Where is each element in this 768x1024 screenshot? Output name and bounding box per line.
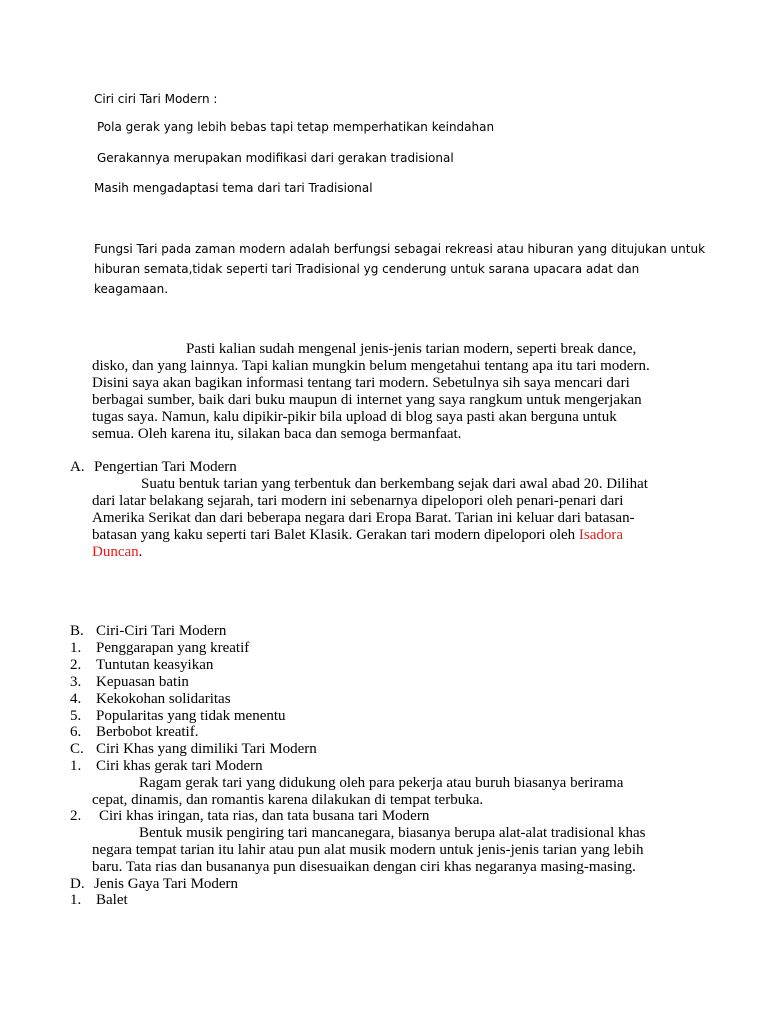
b-item-6-number: 6. <box>70 724 82 740</box>
notes-heading: Ciri ciri Tari Modern : <box>94 92 218 106</box>
duncan-link[interactable]: Duncan <box>92 544 139 560</box>
section-d-marker: D. <box>70 876 85 892</box>
section-c-title: Ciri Khas yang dimiliki Tari Modern <box>96 741 317 757</box>
section-b-marker: B. <box>70 623 84 639</box>
intro-line-3: Disini saya akan bagikan informasi tentang tari modern. Sebetulnya sih saya mencari dari <box>92 375 630 391</box>
section-a-end: . <box>138 544 143 560</box>
d-item-1: Balet <box>96 892 128 908</box>
c-item-1-line-1: Ragam gerak tari yang didukung oleh para pekerja atau buruh biasanya berirama <box>139 775 624 791</box>
b-item-1: Penggarapan yang kreatif <box>96 640 250 656</box>
section-c-marker: C. <box>70 741 84 757</box>
c-item-2-number: 2. <box>70 808 82 824</box>
trait-2: Gerakannya merupakan modifikasi dari gerakan tradisional <box>97 151 454 165</box>
section-a-line-3: Amerika Serikat dan dari beberapa negara dari Eropa Barat. Tarian ini keluar dari batasan- <box>92 510 635 526</box>
intro-line-6: semua. Oleh karena itu, silakan baca dan semoga bermanfaat. <box>92 426 462 442</box>
b-item-6: Berbobot kreatif. <box>96 724 199 740</box>
intro-line-5: tugas saya. Namun, kalu dipikir-pikir bila upload di blog saya pasti akan berguna untuk <box>92 409 617 425</box>
b-item-5: Popularitas yang tidak menentu <box>96 708 286 724</box>
b-item-4: Kekokohan solidaritas <box>96 691 231 707</box>
section-a-title: Pengertian Tari Modern <box>94 459 237 475</box>
d-item-1-number: 1. <box>70 892 82 908</box>
b-item-3: Kepuasan batin <box>96 674 189 690</box>
section-b-title: Ciri-Ciri Tari Modern <box>96 623 227 639</box>
section-a-line-5 <box>92 544 142 561</box>
c-item-2-line-2: negara tempat tarian itu lahir atau pun alat musik modern untuk jenis-jenis tarian yang lebih <box>92 842 644 858</box>
c-item-1-line-2: cepat, dinamis, dan romantis karena dilakukan di tempat terbuka. <box>92 792 484 808</box>
fungsi-line-3: keagamaan. <box>94 282 169 296</box>
b-item-2: Tuntutan keasyikan <box>96 657 214 673</box>
fungsi-line-1: Fungsi Tari pada zaman modern adalah berfungsi sebagai rekreasi atau hiburan yang ditujukan untuk <box>94 242 706 256</box>
intro-line-4: berbagai sumber, baik dari buku maupun di internet yang saya rangkum untuk mengerjakan <box>92 392 642 408</box>
section-a-line-1: Suatu bentuk tarian yang terbentuk dan berkembang sejak dari awal abad 20. Dilihat <box>141 476 648 492</box>
b-item-2-number: 2. <box>70 657 82 673</box>
intro-line-2: disko, dan yang lainnya. Tapi kalian mungkin belum mengetahui tentang apa itu tari modern. <box>92 358 650 374</box>
b-item-5-number: 5. <box>70 708 82 724</box>
intro-line-1: Pasti kalian sudah mengenal jenis-jenis tarian modern, seperti break dance, <box>186 341 637 357</box>
section-a-marker: A. <box>70 459 85 475</box>
isadora-link[interactable]: Isadora <box>578 527 624 543</box>
c-item-2-line-3: baru. Tata rias dan busananya pun disesuaikan dengan ciri khas negaranya masing-masing. <box>92 859 636 875</box>
section-a-line-4 <box>92 527 623 544</box>
c-item-1-title: Ciri khas gerak tari Modern <box>96 758 263 774</box>
trait-1: Pola gerak yang lebih bebas tapi tetap memperhatikan keindahan <box>97 120 495 134</box>
c-item-1-number: 1. <box>70 758 82 774</box>
section-a-line-4-text: batasan yang kaku seperti tari Balet Klasik. Gerakan tari modern dipelopori oleh <box>92 527 576 543</box>
section-a-line-2: dari latar belakang sejarah, tari modern ini sebenarnya dipelopori oleh penari-penari dari <box>92 493 624 509</box>
fungsi-line-2: hiburan semata,tidak seperti tari Tradisional yg cenderung untuk sarana upacara adat dan <box>94 262 640 276</box>
c-item-2-title: Ciri khas iringan, tata rias, dan tata busana tari Modern <box>99 808 430 824</box>
b-item-4-number: 4. <box>70 691 82 707</box>
trait-3: Masih mengadaptasi tema dari tari Tradisional <box>94 181 373 195</box>
c-item-2-line-1: Bentuk musik pengiring tari mancanegara, biasanya berupa alat-alat tradisional khas <box>139 825 646 841</box>
b-item-3-number: 3. <box>70 674 82 690</box>
b-item-1-number: 1. <box>70 640 82 656</box>
section-d-title: Jenis Gaya Tari Modern <box>94 876 239 892</box>
